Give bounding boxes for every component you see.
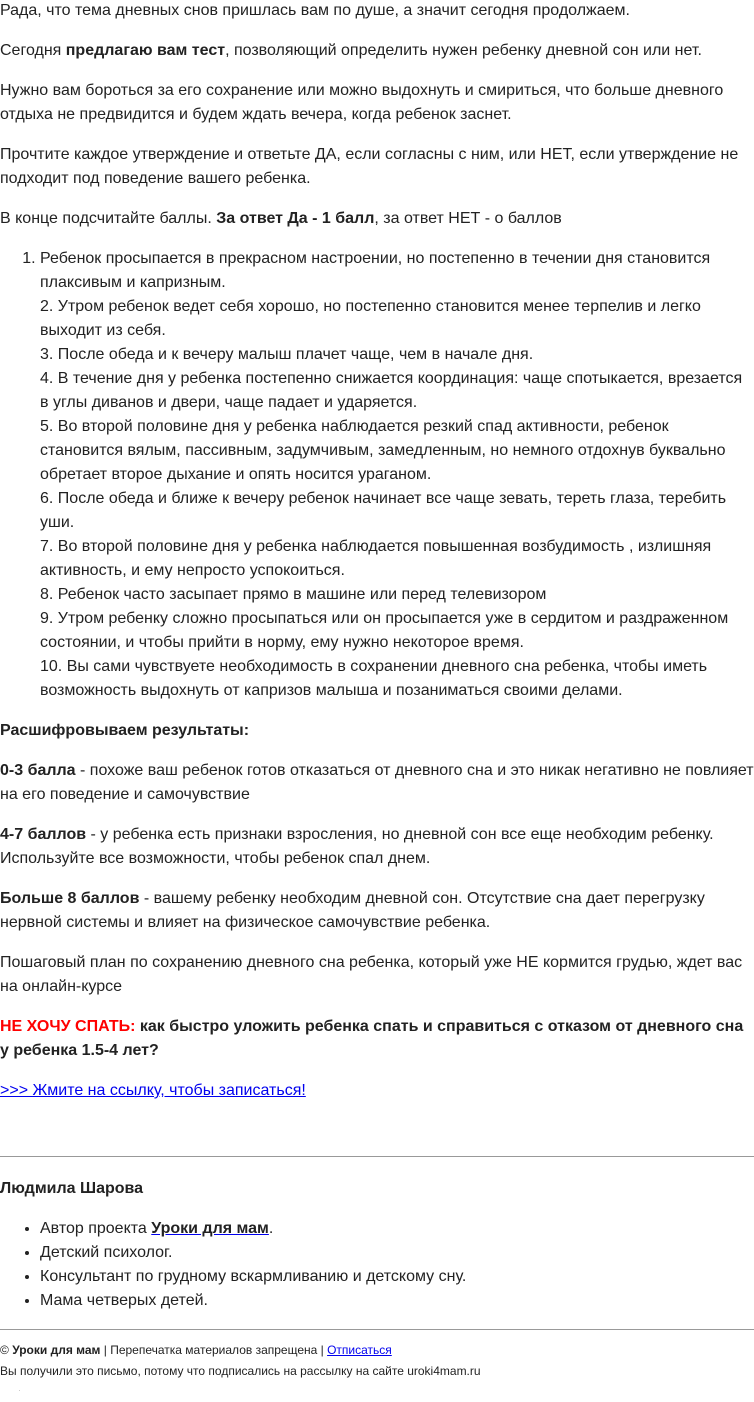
course-title-red: НЕ ХОЧУ СПАТЬ: <box>0 1018 136 1035</box>
tracking-pixel <box>19 1390 20 1391</box>
test-item: 6. После обеда и ближе к вечеру ребенок начинает все чаще зевать, тереть глаза, теребить уши. <box>40 490 727 531</box>
result-4-7-text: - у ребенка есть признаки взросления, но дневной сон все еще необходим ребенку. Используйте все возможности, чтобы ребенок спал днем. <box>0 826 714 867</box>
bio-item-post: . <box>268 1220 274 1237</box>
result-0-3-score: 0-3 балла <box>0 762 76 779</box>
results-heading-text: Расшифровываем результаты: <box>0 722 250 739</box>
test-item: 1. Ребенок просыпается в прекрасном настроении, но постепенно в течении дня становится плаксивым и капризным. <box>40 247 754 295</box>
copyright-sign: © <box>0 1343 13 1357</box>
project-link[interactable] <box>151 1220 269 1237</box>
intro-p5-pre: В конце подсчитайте баллы. <box>0 210 217 227</box>
intro-p2-pre: Сегодня <box>0 42 66 59</box>
result-8-plus <box>0 887 754 935</box>
test-item: 9. Утром ребенку сложно просыпаться или он просыпается уже в сердитом и раздраженном состоянии, и чтобы прийти в норму, ему нужно некоторое время. <box>40 610 729 651</box>
intro-paragraph-2 <box>0 39 754 63</box>
bio-item: • Детский психолог. <box>40 1241 754 1265</box>
signup-paragraph <box>0 1079 754 1103</box>
plan-paragraph: Пошаговый план по сохранению дневного сна ребенка, который уже НЕ кормится грудью, ждет вас на онлайн-курсе <box>0 954 743 995</box>
test-item: 2. Утром ребенок ведет себя хорошо, но постепенно становится менее терпелив и легко выходит из себя. <box>40 298 701 339</box>
divider-top <box>0 1156 754 1157</box>
result-0-3 <box>0 759 754 807</box>
bio-item: • Мама четверых детей. <box>40 1289 754 1313</box>
test-item: 3. После обеда и к вечеру малыш плачет чаще, чем в начале дня. <box>40 346 534 363</box>
bio-item <box>40 1217 754 1241</box>
intro-paragraph-1: Рада, что тема дневных снов пришлась вам по душе, а значит сегодня продолжаем. <box>0 2 630 19</box>
course-title <box>0 1015 754 1063</box>
result-8-plus-text: - вашему ребенку необходим дневной сон. Отсутствие сна дает перегрузку нервной системы и влияет на физическое самочувствие ребенка. <box>0 890 705 931</box>
author-name: Людмила Шарова <box>0 1180 144 1197</box>
intro-paragraph-3: Нужно вам бороться за его сохранение или можно выдохнуть и смириться, что больше дневного отдыха не предвидится и будем ждать вечера, когда ребенок заснет. <box>0 82 724 123</box>
footer-notice: | Перепечатка материалов запрещена | <box>100 1343 328 1357</box>
result-8-plus-score: Больше 8 баллов <box>0 890 140 907</box>
unsubscribe-link[interactable]: Отписаться <box>327 1343 392 1357</box>
result-4-7-score: 4-7 баллов <box>0 826 87 843</box>
signup-link[interactable]: >>> Жмите на ссылку, чтобы записаться! <box>0 1082 306 1099</box>
spacer <box>0 1119 754 1156</box>
test-item: 10. Вы сами чувствуете необходимость в сохранении дневного сна ребенка, чтобы иметь возможность выдохнуть от капризов малыша и позаниматься своими делами. <box>40 658 708 699</box>
intro-p2-bold: предлагаю вам тест <box>65 42 226 59</box>
bio-item-pre: Автор проекта <box>40 1220 152 1237</box>
intro-paragraph-5 <box>0 207 754 231</box>
intro-p5-post: , за ответ НЕТ - о баллов <box>374 210 562 227</box>
test-item: 4. В течение дня у ребенка постепенно снижается координация: чаще спотыкается, врезается в углы диванов и двери, чаще падает и ударяется. <box>40 370 743 411</box>
footer-line-1 <box>0 1343 754 1357</box>
results-heading <box>0 719 754 743</box>
bio-item: • Консультант по грудному вскармливанию и детскому сну. <box>40 1265 754 1289</box>
result-0-3-text: - похоже ваш ребенок готов отказаться от дневного сна и это никак негативно не повлияет на его поведение и самочувствие <box>0 762 754 803</box>
test-item: 8. Ребенок часто засыпает прямо в машине или перед телевизором <box>40 586 547 603</box>
course-title-bold: как быстро уложить ребенка спать и справиться с отказом от дневного сна у ребенка 1.5-4 лет? <box>0 1018 744 1059</box>
result-4-7 <box>0 823 754 871</box>
intro-p5-bold: За ответ Да - 1 балл <box>216 210 375 227</box>
test-list <box>0 247 754 703</box>
divider-bottom <box>0 1329 754 1330</box>
intro-p2-post: , позволяющий определить нужен ребенку дневной сон или нет. <box>225 42 702 59</box>
test-item: 7. Во второй половине дня у ребенка наблюдается повышенная возбудимость , излишняя активность, и ему непросто успокоиться. <box>40 538 712 579</box>
intro-paragraph-4: Прочтите каждое утверждение и ответьте ДА, если согласны с ним, или НЕТ, если утверждение не подходит под поведение вашего ребенка. <box>0 146 739 187</box>
footer-line-2: Вы получили это письмо, потому что подписались на рассылку на сайте uroki4mam.ru <box>0 1364 481 1378</box>
test-item: 5. Во второй половине дня у ребенка наблюдается резкий спад активности, ребенок становится вялым, пассивным, задумчивым, замедленным, но немного отдохнув буквально обретает второе дыхание и опять носится ураганом. <box>40 418 726 483</box>
author-bio-list <box>0 1217 754 1313</box>
footer-brand: Уроки для мам <box>12 1343 101 1357</box>
project-link-text: Уроки для мам <box>151 1220 269 1237</box>
